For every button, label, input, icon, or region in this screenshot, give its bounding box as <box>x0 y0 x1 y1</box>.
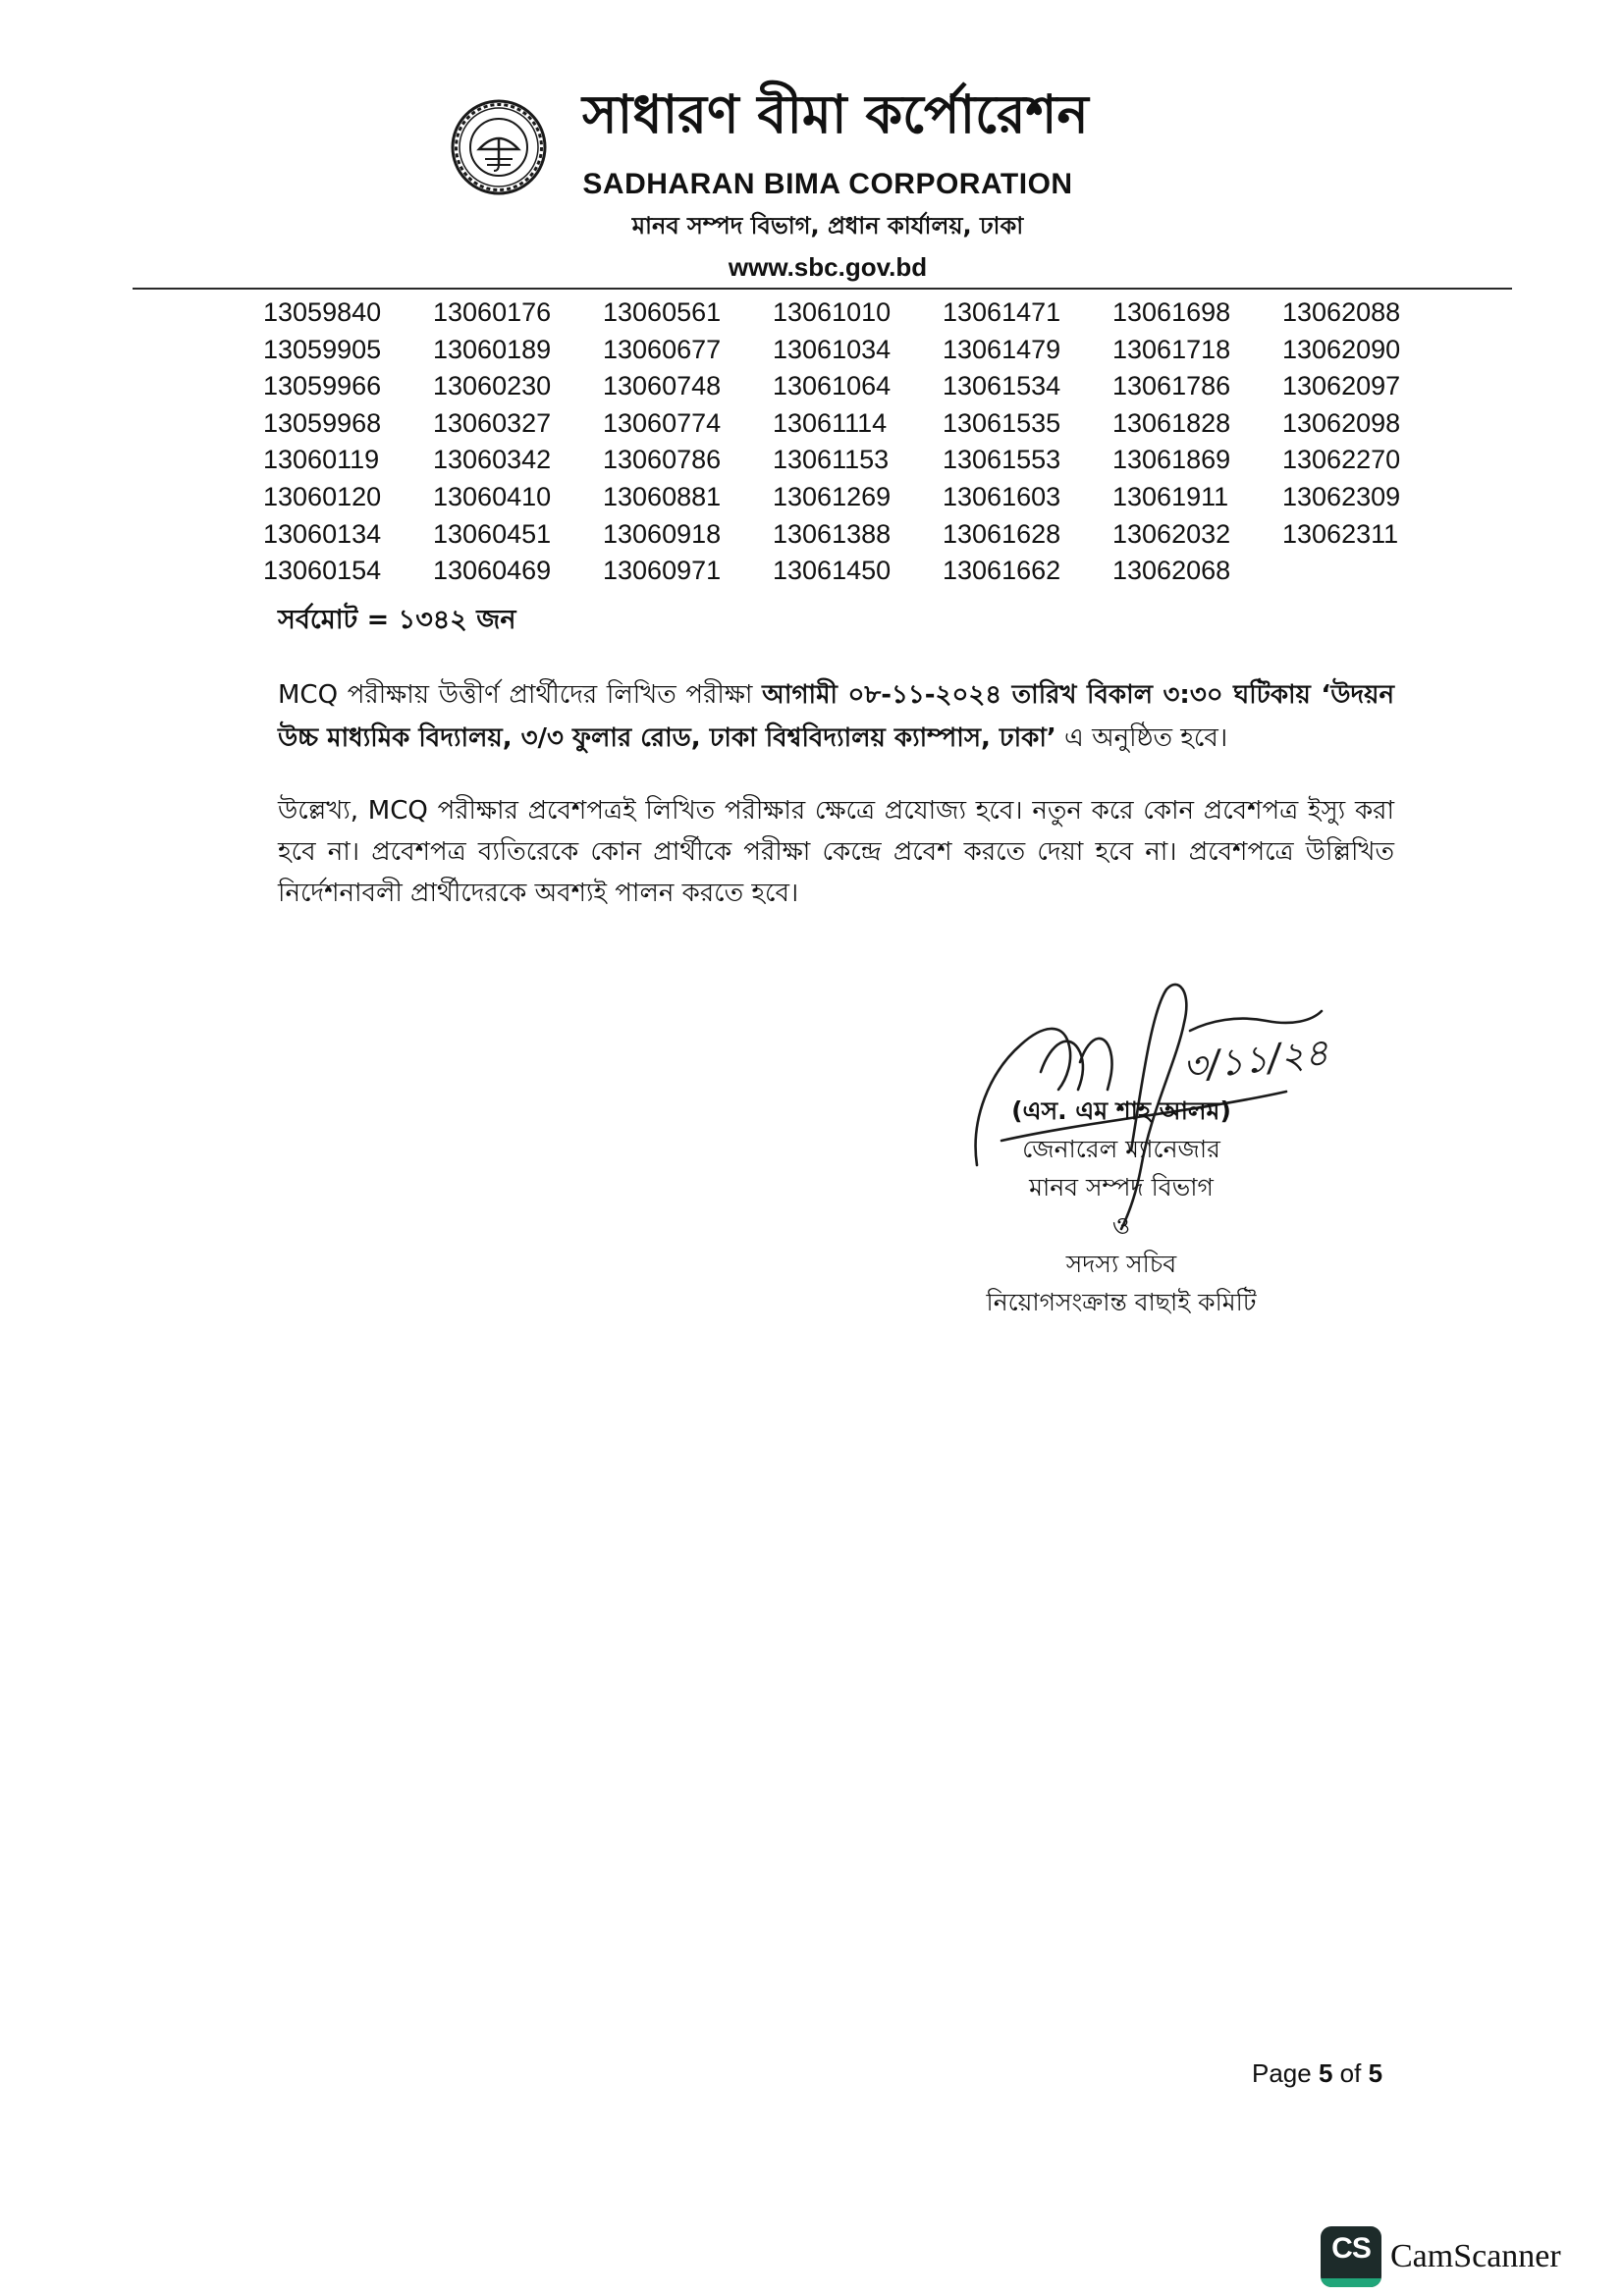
signatory-designation: জেনারেল ম্যানেজার <box>1022 1135 1220 1163</box>
roll-number-cell: 13059966 <box>263 371 382 401</box>
roll-number-cell: 13062098 <box>1282 407 1401 438</box>
roll-number-cell: 13061786 <box>1112 371 1231 401</box>
roll-number-cell: 13060561 <box>603 297 722 327</box>
department-subtitle: মানব সম্পদ বিভাগ, প্রধান কার্যালয়, ঢাকা <box>631 212 1024 240</box>
roll-number-cell: 13060971 <box>603 556 722 586</box>
roll-column <box>1282 294 1452 590</box>
roll-number-cell: 13060786 <box>603 445 722 475</box>
roll-number-cell: 13060677 <box>603 334 722 364</box>
organization-title-english: SADHARAN BIMA CORPORATION <box>582 168 1073 200</box>
notice-body <box>278 601 1394 914</box>
roll-number-cell: 13061034 <box>773 334 892 364</box>
roll-number-cell: 13062090 <box>1282 334 1401 364</box>
roll-number-cell: 13061471 <box>943 297 1061 327</box>
organization-title-bengali: সাধারণ বীমা কর্পোরেশন <box>582 83 1089 145</box>
roll-number-cell: 13061911 <box>1112 481 1229 511</box>
header-divider <box>133 288 1512 290</box>
signatory-department: মানব সম্পদ বিভাগ <box>1029 1173 1214 1201</box>
roll-number-cell: 13061534 <box>943 371 1061 401</box>
signature-date: ৩/১১/২৪ <box>1180 1030 1331 1089</box>
page-total: 5 <box>1368 2058 1383 2088</box>
roll-column <box>603 294 773 590</box>
roll-column <box>1112 294 1282 590</box>
roll-number-cell: 13061628 <box>943 518 1061 549</box>
page-number <box>1252 2056 1382 2091</box>
roll-number-cell: 13060134 <box>263 518 382 549</box>
website-text: www.sbc.gov.bd <box>728 252 928 282</box>
sbc-seal-logo-icon <box>450 98 548 196</box>
camscanner-brand-text: CamScanner <box>1390 2238 1561 2274</box>
roll-number-cell: 13060327 <box>433 407 552 438</box>
exam-notice-paragraph <box>278 673 1394 760</box>
roll-number-cell: 13062097 <box>1282 371 1401 401</box>
roll-number-cell: 13060451 <box>433 518 552 549</box>
roll-number-cell: 13060469 <box>433 556 552 586</box>
roll-number-cell: 13060881 <box>603 481 722 511</box>
admit-card-instructions-paragraph: উল্লেখ্য, MCQ পরীক্ষার প্রবেশপত্রই লিখিত পরীক্ষার ক্ষেত্রে প্রযোজ্য হবে। নতুন করে কোন প্রবেশপত্র ইস্যু করা হবে না। প্রবেশপত্র ব্যতিরেকে কোন প্রার্থীকে পরীক্ষা কেন্দ্রে প্রবেশ করতে দেয়া হবে না। প্রবেশপত্রে উল্লিখিত নির্দেশনাবলী প্রার্থীদেরকে অবশ্যই পালন করতে হবে। <box>278 796 1394 908</box>
roll-number-cell: 13062270 <box>1282 445 1401 475</box>
roll-number-cell: 13061718 <box>1112 334 1231 364</box>
roll-number-cell: 13060189 <box>433 334 552 364</box>
notice-lead-text: MCQ পরীক্ষায় উত্তীর্ণ প্রার্থীদের লিখিত পরীক্ষা <box>278 680 763 710</box>
roll-column <box>773 294 943 590</box>
roll-number-cell: 13061603 <box>943 481 1061 511</box>
roll-number-cell: 13060119 <box>263 445 380 475</box>
page-of: of <box>1339 2058 1362 2088</box>
roll-number-cell: 13061698 <box>1112 297 1231 327</box>
roll-number-cell: 13062311 <box>1282 518 1399 549</box>
roll-number-cell: 13061114 <box>773 407 888 438</box>
roll-number-cell: 13060410 <box>433 481 552 511</box>
roll-number-cell: 13061450 <box>773 556 892 586</box>
roll-column <box>263 294 433 590</box>
roll-number-cell: 13061269 <box>773 481 892 511</box>
roll-number-cell: 13060918 <box>603 518 722 549</box>
roll-number-cell: 13060230 <box>433 371 552 401</box>
roll-number-cell: 13062068 <box>1112 556 1231 586</box>
signatory-role: সদস্য সচিব <box>1065 1250 1177 1278</box>
roll-number-cell: 13059968 <box>263 407 382 438</box>
roll-column <box>433 294 603 590</box>
roll-number-cell: 13061479 <box>943 334 1061 364</box>
signatory-committee: নিয়োগসংক্রান্ত বাছাই কমিটি <box>986 1288 1257 1316</box>
camscanner-badge-accent <box>1321 2278 1381 2287</box>
roll-column <box>943 294 1112 590</box>
page-label: Page <box>1252 2058 1312 2088</box>
notice-tail-text: এ অনুষ্ঠিত হবে। <box>1055 723 1228 753</box>
roll-number-cell: 13062032 <box>1112 518 1231 549</box>
roll-number-cell: 13061064 <box>773 371 892 401</box>
roll-number-cell: 13060154 <box>263 556 382 586</box>
roll-number-cell: 13061153 <box>773 445 890 475</box>
roll-number-cell: 13060748 <box>603 371 722 401</box>
roll-number-cell: 13060774 <box>603 407 722 438</box>
letterhead <box>582 82 1089 287</box>
roll-number-cell: 13060342 <box>433 445 552 475</box>
camscanner-badge-text: CS <box>1331 2232 1371 2265</box>
signatory-block <box>925 1092 1318 1321</box>
roll-number-cell: 13061535 <box>943 407 1061 438</box>
roll-number-cell: 13060176 <box>433 297 552 327</box>
roll-number-cell: 13061828 <box>1112 407 1231 438</box>
roll-number-cell: 13061869 <box>1112 445 1231 475</box>
roll-number-cell: 13059905 <box>263 334 382 364</box>
roll-number-cell: 13062088 <box>1282 297 1401 327</box>
roll-number-cell: 13060120 <box>263 481 382 511</box>
roll-number-cell: 13061662 <box>943 556 1061 586</box>
roll-number-cell: 13061388 <box>773 518 892 549</box>
roll-number-cell: 13062309 <box>1282 481 1401 511</box>
roll-number-table <box>263 294 1452 590</box>
exam-schedule-venue-text: আগামী ০৮-১১-২০২৪ তারিখ বিকাল ৩:৩০ ঘটিকায় ‘উদয়ন উচ্চ মাধ্যমিক বিদ্যালয়, ৩/৩ ফুলার রোড, ঢাকা বিশ্ববিদ্যালয় ক্যাম্পাস, ঢাকা’ <box>278 680 1394 753</box>
roll-number-cell: 13061553 <box>943 445 1061 475</box>
signatory-conjunction: ও <box>1111 1211 1131 1240</box>
signatory-name: (এস. এম শাহ আলম) <box>1011 1096 1231 1125</box>
camscanner-logo-icon <box>1321 2226 1381 2287</box>
roll-number-cell: 13061010 <box>773 297 892 327</box>
page-current: 5 <box>1318 2058 1333 2088</box>
roll-number-cell: 13059840 <box>263 297 382 327</box>
total-count: সর্বমোট = ১৩৪২ জন <box>278 605 516 635</box>
